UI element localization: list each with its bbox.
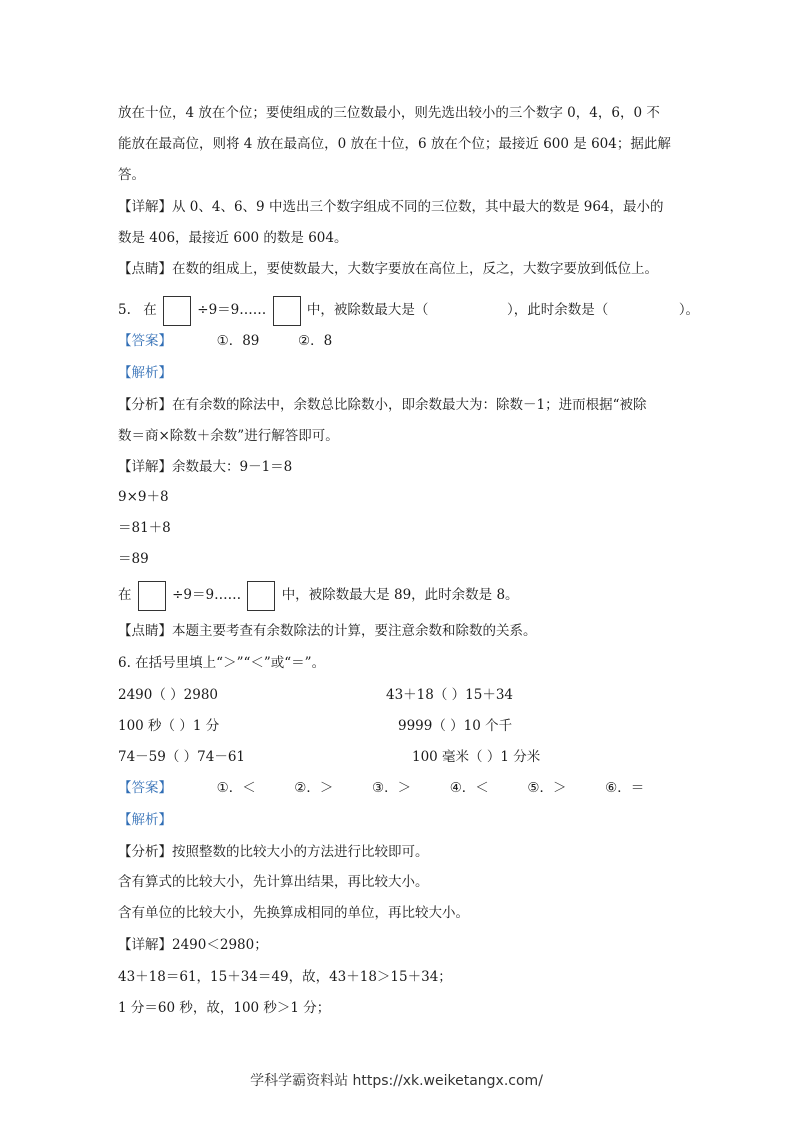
conclusion-line — [118, 579, 519, 611]
text-line: 【详解】余数最大：9－1＝8 — [118, 459, 293, 475]
text-line: 【点睛】本题主要考查有余数除法的计算，要注意余数和除数的关系。 — [118, 623, 537, 639]
answer-item: ②．8 — [297, 333, 333, 349]
question-text: ÷9＝9…… — [172, 587, 242, 603]
question-text: ），此时余数是（ — [506, 302, 609, 318]
answer-line — [118, 332, 332, 350]
text-line: 1 分＝60 秒，故，100 秒＞1 分； — [118, 1000, 331, 1016]
footer-watermark: 学科学霸资料站 https://xk.weiketangx.com/ — [250, 1073, 543, 1089]
text-line: 含有单位的比较大小，先换算成相同的单位，再比较大小。 — [118, 905, 469, 921]
answer-item: ①．＜ — [216, 780, 256, 796]
text-line: 【分析】在有余数的除法中，余数总比除数小，即余数最大为：除数－1；进而根据“被除 — [118, 397, 647, 413]
text-line: 答。 — [118, 167, 145, 183]
text-line: 放在十位，4 放在个位；要使组成的三位数最小，则先选出较小的三个数字 0，4，6，0 不 — [118, 105, 660, 121]
compare-item: 100 秒（ ）1 分 — [118, 718, 220, 734]
blank-box[interactable] — [163, 296, 191, 326]
text-line: 43＋18＝61，15＋34＝49，故，43＋18＞15＋34； — [118, 969, 452, 985]
text-line: 【分析】按照整数的比较大小的方法进行比较即可。 — [118, 844, 429, 860]
text-line: 含有算式的比较大小，先计算出结果，再比较大小。 — [118, 874, 429, 890]
analysis-label: 【解析】 — [118, 365, 172, 381]
compare-item: 100 毫米（ ）1 分米 — [412, 749, 541, 765]
answer-line — [118, 779, 644, 797]
calc-line: ＝81＋8 — [118, 520, 171, 536]
compare-item: 74－59（ ）74－61 — [118, 749, 246, 765]
text-line: 数＝商×除数＋余数”进行解答即可。 — [118, 428, 339, 444]
compare-item: 9999（ ）10 个千 — [398, 718, 513, 734]
question-5 — [118, 294, 699, 326]
answer-label: 【答案】 — [118, 333, 172, 349]
answer-item: ①．89 — [216, 333, 260, 349]
question-text: 中，被除数最大是 89，此时余数是 8。 — [281, 587, 519, 603]
text-line: 【详解】2490＜2980； — [118, 937, 268, 953]
blank-box[interactable] — [247, 581, 275, 611]
calc-line: 9×9＋8 — [118, 489, 169, 505]
text-line: 能放在最高位，则将 4 放在最高位，0 放在十位，6 放在个位；最接近 600 是 604；据此解 — [118, 136, 671, 152]
question-6-title: 6. 在括号里填上“＞”“＜”或“＝”。 — [118, 655, 326, 671]
question-text: ÷9＝9…… — [197, 302, 267, 318]
blank-box[interactable] — [138, 581, 166, 611]
text-line: 【详解】从 0、4、6、9 中选出三个数字组成不同的三位数，其中最大的数是 964，最小的 — [118, 199, 664, 215]
compare-item: 43＋18（ ）15＋34 — [386, 687, 514, 703]
answer-item: ②．＞ — [294, 780, 334, 796]
answer-item: ⑥．＝ — [605, 780, 645, 796]
blank-box[interactable] — [273, 296, 301, 326]
answer-item: ④．＜ — [449, 780, 489, 796]
question-text: 在 — [118, 587, 132, 603]
text-line: 【点睛】在数的组成上，要使数最大，大数字要放在高位上，反之，大数字要放到低位上。 — [118, 261, 658, 277]
calc-line: ＝89 — [118, 551, 149, 567]
answer-label: 【答案】 — [118, 780, 172, 796]
compare-item: 2490（ ）2980 — [118, 687, 219, 703]
question-text: ）。 — [678, 302, 700, 318]
question-text: 中，被除数最大是（ — [306, 302, 429, 318]
answer-item: ③．＞ — [372, 780, 412, 796]
question-text: 在 — [143, 302, 157, 318]
answer-item: ⑤．＞ — [527, 780, 567, 796]
text-line: 数是 406，最接近 600 的数是 604。 — [118, 230, 348, 246]
question-number: 5. — [118, 302, 131, 318]
analysis-label: 【解析】 — [118, 812, 172, 828]
